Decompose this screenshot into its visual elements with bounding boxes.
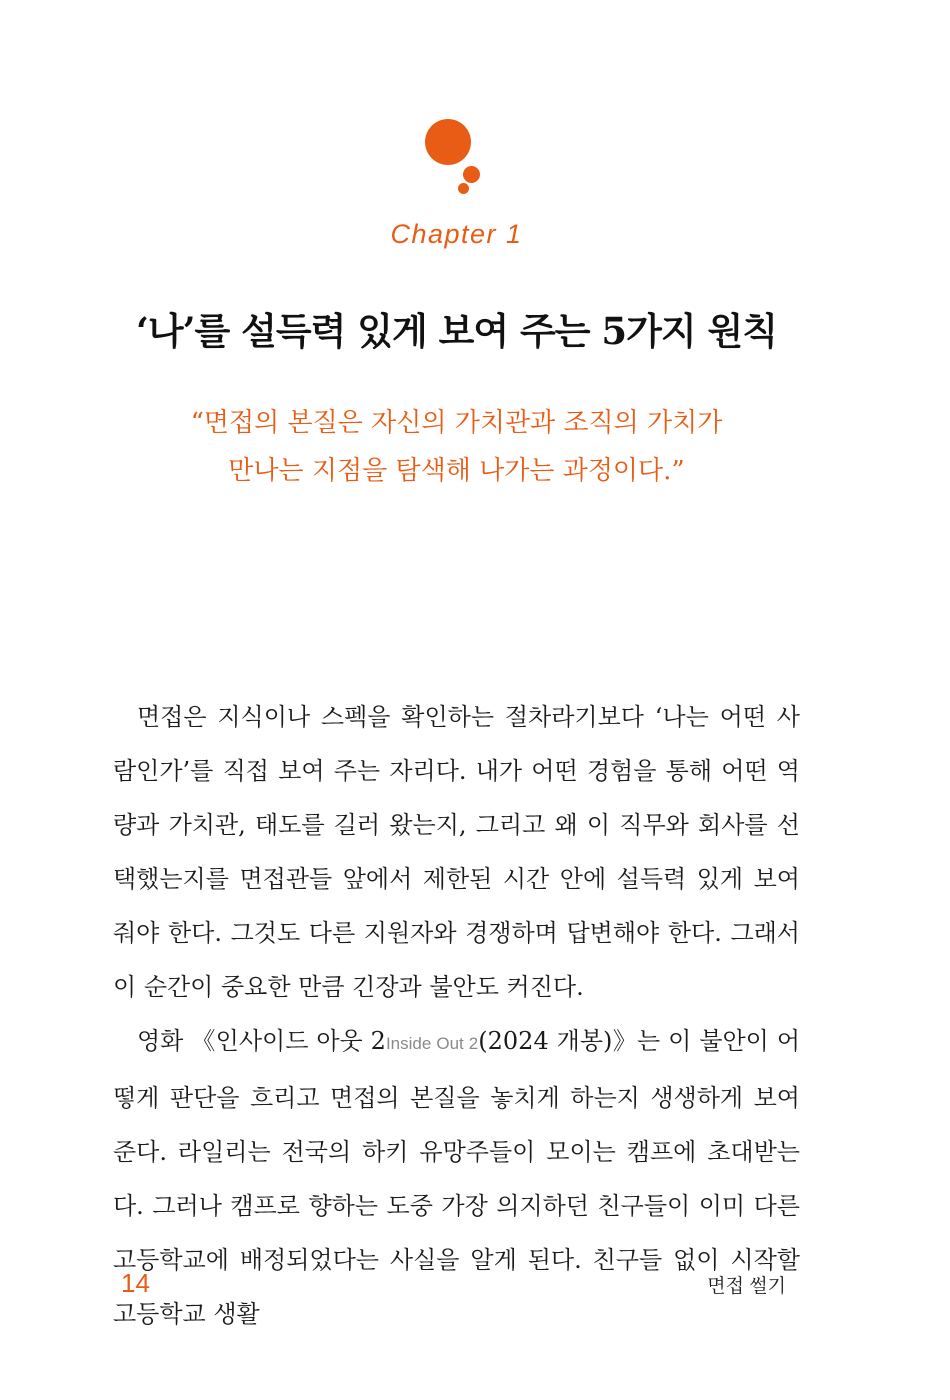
body-text-block — [113, 690, 800, 1341]
page-footer — [113, 1268, 800, 1299]
chapter-title: ‘나’를 설득력 있게 보여 주는 5가지 원칙 — [136, 309, 777, 353]
book-title: 면접 썰기 — [707, 1276, 786, 1297]
epigraph-line-2: 만나는 지점을 탐색해 나가는 과정이다.” — [228, 456, 685, 486]
thought-bubble-large-circle — [425, 119, 471, 165]
body-paragraph-1: 면접은 지식이나 스펙을 확인하는 절차라기보다 ‘나는 어떤 사람인가’를 직접 보여 주는 자리다. 내가 어떤 경험을 통해 어떤 역량과 가치관, 태도를 길러 왔는지, 그리고 왜 이 직무와 회사를 선택했는지를 면접관들 앞에서 제한된 시간 안에 설득력 있게 보여 줘야 한다. 그것도 다른 지원자와 경쟁하며 답변해야 한다. 그래서 이 순간이 중요한 만큼 긴장과 불안도 커진다. — [113, 703, 800, 1001]
chapter-epigraph — [113, 399, 800, 495]
epigraph-line-1: “면접의 본질은 자신의 가치관과 조직의 가치가 — [190, 408, 723, 438]
paragraph-2-text-after: (2024 개봉)》는 이 불안이 어떻게 판단을 흐리고 면접의 본질을 놓치게 하는지 생생하게 보여 준다. 라일리는 전국의 하키 유망주들이 모이는 캠프에 초대받는다. 그러나 캠프로 향하는 도중 가장 의지하던 친구들이 이미 다른 고등학교에 배정되었다는 사실을 알게 된다. 친구들 없이 시작할 고등학교 생활 — [113, 1027, 801, 1328]
thought-bubble-small-circle — [458, 183, 469, 194]
movie-title-english-annotation: Inside Out 2 — [385, 1034, 479, 1053]
thought-bubble-medium-circle — [463, 166, 480, 183]
chapter-label: Chapter 1 — [390, 219, 523, 249]
page-number: 14 — [121, 1268, 150, 1298]
paragraph-2-text-before: 영화 《인사이드 아웃 2 — [137, 1027, 386, 1055]
